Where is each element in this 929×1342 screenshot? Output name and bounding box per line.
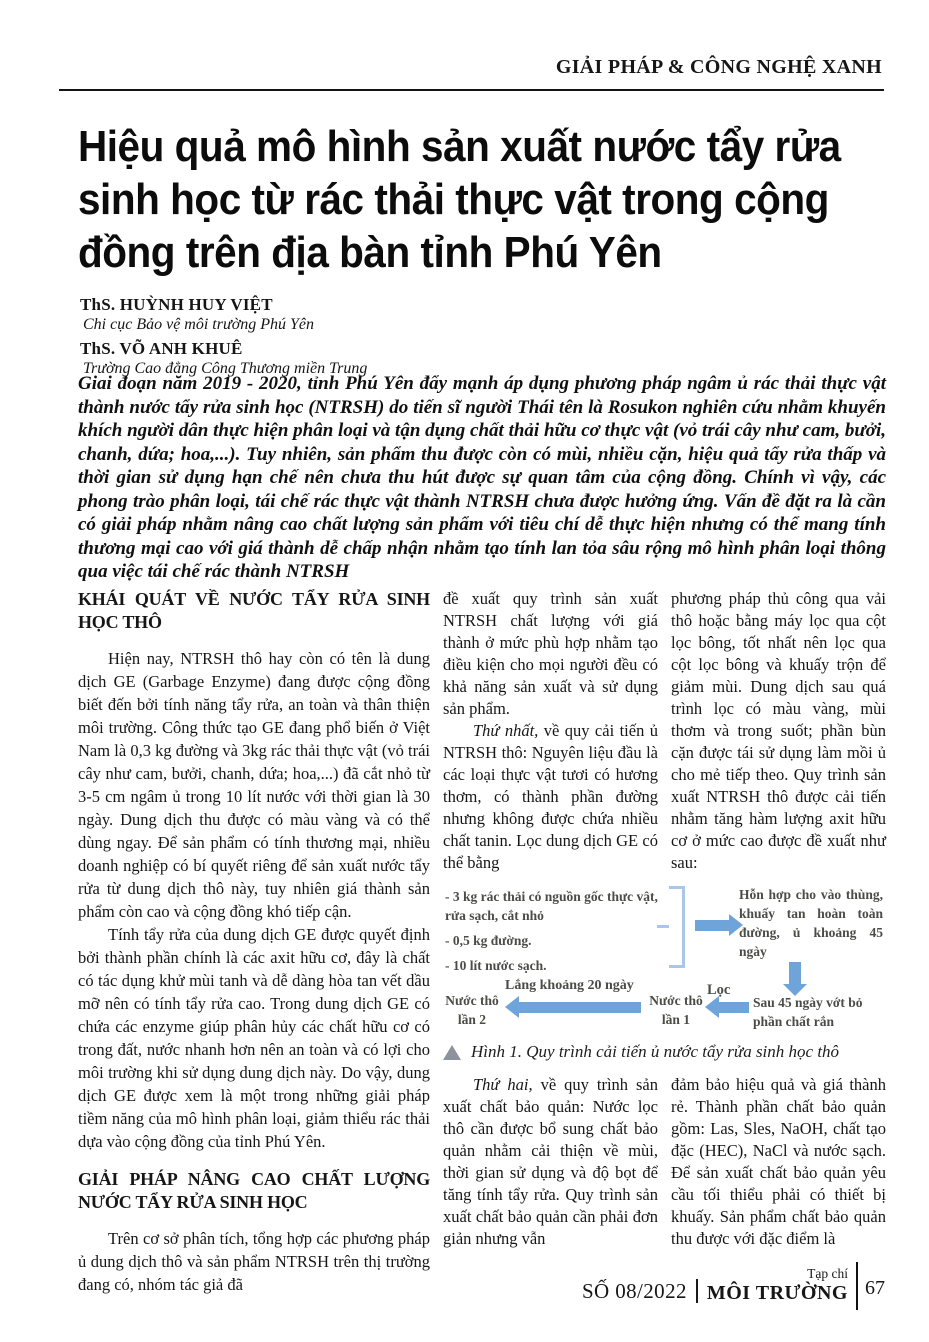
author-name: ThS. VÕ ANH KHUÊ [80,339,243,358]
flow-arrow-right-icon [695,920,729,931]
figure-ingredient: - 0,5 kg đường. [445,932,532,948]
paragraph: đảm bảo hiệu quả và giá thành rẻ. Thành phần chất bảo quản gồm: Las, Sles, NaOH, chất tạo đặc (HEC), NaCl và nước sạch. Để sản xuất chất bảo quản yêu cầu tối thiểu phải có thiết bị khuấy. Sản phẩm chất bảo quản thu được với đặc điểm là [671,1075,886,1248]
paragraph: Trên cơ sở phân tích, tổng hợp các phương pháp ủ dung dịch thô và sản phẩm NTRSH trên thị trường đang có, nhóm tác giả đã [78,1229,430,1294]
caption-triangle-icon [443,1045,461,1060]
flow-arrow-left-icon [519,1002,641,1013]
paragraph [443,720,658,874]
footer-divider [696,1279,698,1303]
paragraph: đề xuất quy trình sản xuất NTRSH chất lượng với giá thành ở mức phù hợp nhằm tạo điều kiện cho mọi người đều có khả năng sản xuất và sử dụng sản phẩm. [443,589,658,718]
page-number: 67 [865,1277,885,1299]
paragraph: Hiện nay, NTRSH thô hay còn có tên là dung dịch GE (Garbage Enzyme) đang được cộng đồng biết đến bởi tính năng tẩy rửa, an toàn và thân thiện môi trường. Công thức tạo GE đang phổ biến ở Việt Nam là 0,3 kg đường và 3kg rác thải thực vật (vỏ trái cây như cam, bưởi, chanh, dứa; hoa,...) đã cắt nhỏ từ 3-5 cm ngâm ủ trong 10 lít nước với thời gian là 30 ngày. Dung dịch thu được có màu vàng và có thể dùng ngay. Để sản phẩm có tính thương mại, nhiều doanh nghiệp có bí quyết riêng để sản xuất nước tẩy rửa từ dung dịch thô này, tuy nhiên giá thành sản phẩm còn cao và cộng đồng khó tiếp cận. [78,649,430,921]
figure-ingredient: - 10 lít nước sạch. [445,957,547,973]
figure-solid-removal-step: Sau 45 ngày vớt bỏ phần chất rắn [753,995,863,1029]
figure-1-flow-diagram [443,884,886,1034]
columns-2-3-bottom [443,1074,886,1250]
figure-filter-label: Lọc [707,982,731,998]
paragraph [443,1074,658,1250]
author-affiliation: Chi cục Bảo vệ môi trường Phú Yên [83,316,315,333]
paragraph: phương pháp thủ công qua vải thô hoặc bằng máy lọc qua cột lọc bông, tốt nhất nên lọc qua cột lọc bông và khuấy trộn để giảm mùi. Dung dịch sau quá trình lọc có màu vàng, mùi thơm và trong suốt; phần bùn cặn được tái sử dụng làm mồi ủ cho mẻ tiếp theo. Quy trình sản xuất NTRSH thô được cải tiến nhằm tăng hàm lượng axit hữu cơ ở mức cao được đề xuất như sau: [671,589,886,872]
figure-caption [443,1042,886,1062]
page-footer [582,1262,885,1310]
footer-vertical-rule [856,1262,858,1310]
paragraph-lead: Thứ hai, [473,1075,533,1094]
paragraph-lead: Thứ nhất, [473,721,539,740]
section-heading-overview: KHÁI QUÁT VỀ NƯỚC TẨY RỬA SINH HỌC THÔ [78,589,430,632]
author-affiliation: Trường Cao đẳng Công Thương miền Trung [83,360,368,377]
column-2-bottom [443,1074,658,1250]
issue-label: SỐ 08/2022 [581,1279,687,1303]
journal-logo [707,1266,848,1310]
flow-arrow-down-icon [789,962,801,984]
article-body [78,588,886,1296]
figure-water-1: Nước thô lần 1 [649,993,703,1027]
section-kicker: GIẢI PHÁP & CÔNG NGHỆ XANH [555,56,882,78]
figure-caption-text: Hình 1. Quy trình cải tiến ủ nước tẩy rửa sinh học thô [471,1042,840,1061]
columns-2-3 [443,588,886,1296]
paragraph-text: về quy trình sản xuất chất bảo quản: Nước lọc thô cần được bổ sung chất bảo quản nhằm cải thiện về mùi, thời gian sử dụng và độ bọt để tăng tính tẩy rửa. Quy trình sản xuất chất bảo quản cần phải đơn giản nhưng vẫn [443,1075,659,1248]
paragraph-text: về quy cải tiến ủ NTRSH thô: Nguyên liệu đầu là các loại thực vật tươi có hương thơm, có thành phần đường nhưng không được chứa nhiều chất tanin. Lọc dung dịch GE có thể bằng [443,721,658,872]
journal-type-label: Tạp chí [807,1266,848,1281]
article-abstract: Giai đoạn năm 2019 - 2020, tỉnh Phú Yên đẩy mạnh áp dụng phương pháp ngâm ủ rác thải thực vật thành nước tẩy rửa sinh học (NTRSH) do tiến sĩ người Thái tên là Rosukon nghiên cứu nhằm khuyến khích người dân thực hiện phân loại và tận dụng chất thải hữu cơ thực vật (vỏ trái cây như cam, bưởi, chanh, dứa; hoa,...). Tuy nhiên, sản phẩm thu được còn có mùi, nhiều cặn, hiệu quả tẩy rửa thấp và thời gian sử dụng hạn chế nên chưa thu hút được sự quan tâm của cộng đồng. Chính vì vậy, các phong trào phân loại, tái chế rác thực vật thành NTRSH chưa được hưởng ứng. Vấn đề đặt ra là cần có giải pháp nhằm nâng cao chất lượng sản phẩm với tiêu chí dễ thực hiện nhưng có thể mang tính thương mại cao với giá thành dễ chấp nhận nhằm tạo tính lan tỏa sâu rộng mô hình phân loại thông qua việc tái chế rác thành NTRSH [78,373,886,582]
figure-mix-step: Hỗn hợp cho vào thùng, khuấy tan hoàn toàn đường, ủ khoảng 45 ngày [739,887,883,959]
bracket-icon [669,886,685,968]
section-heading-solution: GIẢI PHÁP NÂNG CAO CHẤT LƯỢNG NƯỚC TẨY RỬA SINH HỌC [78,1169,430,1212]
figure-ingredients-list [445,888,667,982]
author-name: ThS. HUỲNH HUY VIỆT [80,295,273,314]
header-rule [59,89,884,91]
paragraph: Tính tẩy rửa của dung dịch GE được quyết định bởi thành phần chính là các axit hữu cơ, đây là chất có tác dụng khử mùi tanh và dễ dàng hòa tan vết dầu mỡ nên có tính tẩy rửa cao. Trong dung dịch GE có chứa các enzyme giúp phân hủy các chất hữu cơ có trong đất, nước nhanh hơn nên an toàn và có lợi cho môi trường khi sử dụng dung dịch này. Do vậy, dung dịch GE được xem là một trong những giải pháp tiềm năng của mô hình phân loại, giảm thiểu rác thải dựa vào cộng đồng của tỉnh Phú Yên. [78,925,430,1151]
column-3-bottom [671,1074,886,1250]
column-1 [78,588,430,1296]
article-title: Hiệu quả mô hình sản xuất nước tẩy rửa sinh học từ rác thải thực vật trong cộng đồng trên địa bàn tỉnh Phú Yên [78,122,841,277]
flow-arrow-left-icon [719,1002,749,1013]
journal-name: MÔI TRƯỜNG [706,1282,848,1304]
columns-2-3-top [443,588,886,874]
figure-ingredient: - 3 kg rác thải có nguồn gốc thực vật, rửa sạch, cắt nhỏ [445,889,658,923]
column-3-top [671,588,886,874]
figure-water-2: Nước thô lần 2 [445,993,499,1027]
figure-settle-label: Lắng khoảng 20 ngày [505,978,634,993]
author-block [80,295,367,383]
column-2-top [443,588,658,874]
